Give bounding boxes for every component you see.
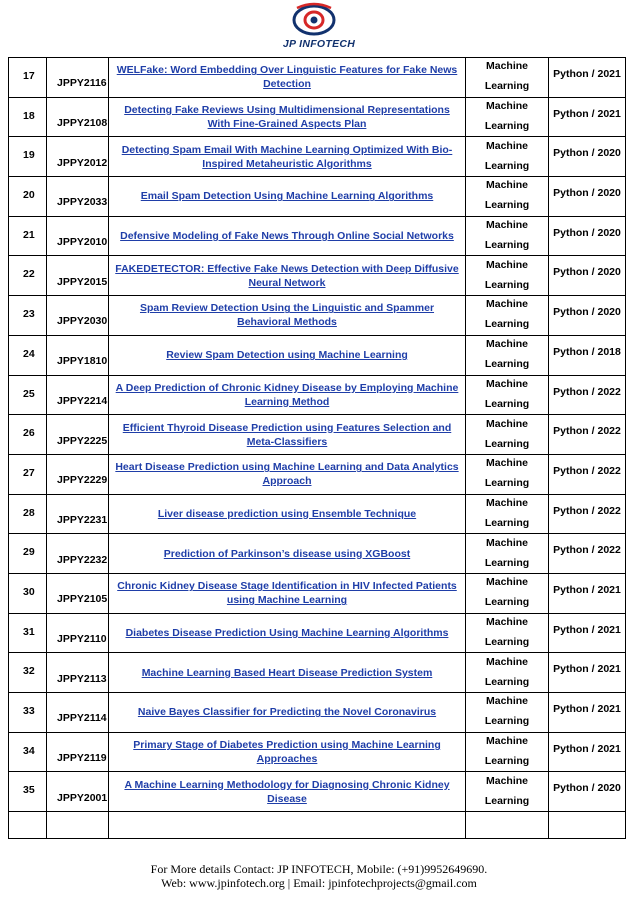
domain-line-2: Learning bbox=[484, 199, 530, 212]
project-title-cell bbox=[109, 256, 466, 296]
company-logo bbox=[0, 0, 638, 56]
domain-cell bbox=[466, 454, 549, 494]
table-row bbox=[9, 97, 626, 137]
project-title-cell bbox=[109, 613, 466, 653]
language-year: Python / 2020 bbox=[549, 216, 626, 256]
domain-cell bbox=[466, 216, 549, 256]
domain-line-1: Machine bbox=[485, 258, 528, 271]
projects-table bbox=[8, 57, 626, 839]
row-number: 17 bbox=[9, 58, 47, 98]
table-row bbox=[9, 216, 626, 256]
row-number: 35 bbox=[9, 772, 47, 812]
table-row bbox=[9, 58, 626, 98]
language-year: Python / 2021 bbox=[549, 573, 626, 613]
domain-line-1: Machine bbox=[485, 695, 528, 708]
domain-line-2: Learning bbox=[484, 556, 530, 569]
project-title-link[interactable]: Machine Learning Based Heart Disease Prediction System bbox=[141, 666, 433, 679]
project-title-cell bbox=[109, 137, 466, 177]
project-code: JPPY2001 bbox=[47, 772, 109, 812]
project-title-cell bbox=[109, 454, 466, 494]
row-number: 18 bbox=[9, 97, 47, 137]
domain-line-1: Machine bbox=[485, 377, 528, 390]
project-title-cell bbox=[109, 415, 466, 455]
table-row bbox=[9, 296, 626, 336]
language-year: Python / 2020 bbox=[549, 296, 626, 336]
language-year: Python / 2021 bbox=[549, 653, 626, 693]
project-title-link[interactable]: A Deep Prediction of Chronic Kidney Disease by Employing Machine Learning Method bbox=[115, 381, 459, 408]
domain-line-2: Learning bbox=[484, 635, 530, 648]
empty-cell bbox=[466, 812, 549, 839]
project-title-cell bbox=[109, 335, 466, 375]
row-number: 33 bbox=[9, 693, 47, 733]
row-number: 26 bbox=[9, 415, 47, 455]
domain-line-2: Learning bbox=[484, 755, 530, 768]
domain-line-2: Learning bbox=[484, 80, 530, 93]
domain-line-2: Learning bbox=[484, 358, 530, 371]
domain-cell bbox=[466, 375, 549, 415]
domain-cell bbox=[466, 177, 549, 217]
domain-cell bbox=[466, 693, 549, 733]
project-title-link[interactable]: Primary Stage of Diabetes Prediction using Machine Learning Approaches bbox=[133, 739, 441, 766]
project-title-link[interactable]: Heart Disease Prediction using Machine Learning and Data Analytics Approach bbox=[115, 461, 459, 488]
domain-cell bbox=[466, 335, 549, 375]
project-code: JPPY2015 bbox=[47, 256, 109, 296]
project-code: JPPY2116 bbox=[47, 58, 109, 98]
domain-cell bbox=[466, 613, 549, 653]
domain-line-2: Learning bbox=[484, 596, 530, 609]
domain-cell bbox=[466, 137, 549, 177]
domain-line-1: Machine bbox=[485, 496, 528, 509]
project-title-cell bbox=[109, 653, 466, 693]
domain-cell bbox=[466, 58, 549, 98]
language-year: Python / 2020 bbox=[549, 256, 626, 296]
language-year: Python / 2022 bbox=[549, 454, 626, 494]
project-title-link[interactable]: Efficient Thyroid Disease Prediction using Features Selection and Meta-Classifiers bbox=[122, 421, 452, 448]
row-number: 20 bbox=[9, 177, 47, 217]
project-title-cell bbox=[109, 732, 466, 772]
jp-infotech-logo-icon bbox=[289, 2, 339, 38]
language-year: Python / 2021 bbox=[549, 613, 626, 653]
project-code: JPPY2229 bbox=[47, 454, 109, 494]
footer bbox=[0, 862, 638, 890]
domain-line-1: Machine bbox=[485, 457, 528, 470]
row-number: 21 bbox=[9, 216, 47, 256]
domain-line-1: Machine bbox=[485, 179, 528, 192]
domain-line-1: Machine bbox=[485, 735, 528, 748]
domain-line-2: Learning bbox=[484, 278, 530, 291]
domain-line-1: Machine bbox=[485, 576, 528, 589]
project-title-link[interactable]: Diabetes Disease Prediction Using Machine Learning Algorithms bbox=[125, 626, 449, 639]
row-number: 23 bbox=[9, 296, 47, 336]
domain-line-2: Learning bbox=[484, 715, 530, 728]
project-code: JPPY2114 bbox=[47, 693, 109, 733]
row-number: 22 bbox=[9, 256, 47, 296]
domain-line-2: Learning bbox=[484, 437, 530, 450]
table-row bbox=[9, 454, 626, 494]
project-code: JPPY2225 bbox=[47, 415, 109, 455]
domain-line-1: Machine bbox=[485, 338, 528, 351]
table-row bbox=[9, 415, 626, 455]
row-number: 27 bbox=[9, 454, 47, 494]
domain-line-2: Learning bbox=[484, 675, 530, 688]
table-row bbox=[9, 256, 626, 296]
project-title-cell bbox=[109, 534, 466, 574]
domain-line-1: Machine bbox=[485, 298, 528, 311]
project-title-link[interactable]: Naive Bayes Classifier for Predicting the Novel Coronavirus bbox=[137, 706, 437, 719]
project-code: JPPY2119 bbox=[47, 732, 109, 772]
project-code: JPPY2010 bbox=[47, 216, 109, 256]
project-title-cell bbox=[109, 772, 466, 812]
domain-cell bbox=[466, 296, 549, 336]
project-code: JPPY2232 bbox=[47, 534, 109, 574]
table-row bbox=[9, 137, 626, 177]
row-number: 34 bbox=[9, 732, 47, 772]
domain-line-2: Learning bbox=[484, 477, 530, 490]
row-number: 25 bbox=[9, 375, 47, 415]
table-row bbox=[9, 375, 626, 415]
project-code: JPPY2030 bbox=[47, 296, 109, 336]
project-title-cell bbox=[109, 177, 466, 217]
project-code: JPPY2110 bbox=[47, 613, 109, 653]
domain-cell bbox=[466, 573, 549, 613]
domain-line-1: Machine bbox=[485, 536, 528, 549]
domain-line-1: Machine bbox=[485, 100, 528, 113]
project-code: JPPY1810 bbox=[47, 335, 109, 375]
empty-cell bbox=[9, 812, 47, 839]
project-code: JPPY2231 bbox=[47, 494, 109, 534]
empty-cell bbox=[47, 812, 109, 839]
language-year: Python / 2022 bbox=[549, 534, 626, 574]
project-code: JPPY2033 bbox=[47, 177, 109, 217]
empty-cell bbox=[549, 812, 626, 839]
language-year: Python / 2021 bbox=[549, 58, 626, 98]
domain-line-2: Learning bbox=[484, 516, 530, 529]
domain-line-2: Learning bbox=[484, 397, 530, 410]
project-title-cell bbox=[109, 216, 466, 256]
project-title-cell bbox=[109, 375, 466, 415]
row-number: 29 bbox=[9, 534, 47, 574]
project-code: JPPY2214 bbox=[47, 375, 109, 415]
domain-cell bbox=[466, 534, 549, 574]
table-row bbox=[9, 335, 626, 375]
row-number: 28 bbox=[9, 494, 47, 534]
domain-cell bbox=[466, 653, 549, 693]
empty-cell bbox=[109, 812, 466, 839]
domain-line-1: Machine bbox=[485, 774, 528, 787]
project-title-cell bbox=[109, 58, 466, 98]
table-row bbox=[9, 494, 626, 534]
footer-contact: For More details Contact: JP INFOTECH, Mobile: (+91)9952649690. bbox=[150, 862, 488, 876]
domain-line-1: Machine bbox=[485, 60, 528, 73]
language-year: Python / 2021 bbox=[549, 693, 626, 733]
domain-cell bbox=[466, 732, 549, 772]
language-year: Python / 2022 bbox=[549, 415, 626, 455]
project-title-link[interactable]: Detecting Fake Reviews Using Multidimensional Representations With Fine-Grained Aspects Plan bbox=[124, 104, 450, 131]
table-row bbox=[9, 573, 626, 613]
language-year: Python / 2020 bbox=[549, 177, 626, 217]
project-code: JPPY2113 bbox=[47, 653, 109, 693]
language-year: Python / 2021 bbox=[549, 97, 626, 137]
row-number: 32 bbox=[9, 653, 47, 693]
project-title-link[interactable]: WELFake: Word Embedding Over Linguistic Features for Fake News Detection bbox=[116, 64, 458, 91]
domain-cell bbox=[466, 415, 549, 455]
project-code: JPPY2108 bbox=[47, 97, 109, 137]
language-year: Python / 2018 bbox=[549, 335, 626, 375]
empty-table-row bbox=[9, 812, 626, 839]
footer-web-email: Web: www.jpinfotech.org | Email: jpinfotechprojects@gmail.com bbox=[161, 876, 477, 890]
project-code: JPPY2012 bbox=[47, 137, 109, 177]
domain-line-2: Learning bbox=[484, 318, 530, 331]
project-title-cell bbox=[109, 494, 466, 534]
domain-line-2: Learning bbox=[484, 159, 530, 172]
domain-line-1: Machine bbox=[485, 615, 528, 628]
project-title-cell bbox=[109, 296, 466, 336]
project-title-link[interactable]: Chronic Kidney Disease Stage Identification in HIV Infected Patients using Machine Learning bbox=[117, 580, 457, 607]
domain-line-1: Machine bbox=[485, 139, 528, 152]
domain-cell bbox=[466, 772, 549, 812]
project-title-link[interactable]: Prediction of Parkinson’s disease using XGBoost bbox=[163, 547, 411, 560]
project-title-link[interactable]: Detecting Spam Email With Machine Learning Optimized With Bio-Inspired Metaheuristic Algorithms bbox=[121, 143, 453, 170]
project-title-link[interactable]: Spam Review Detection Using the Linguistic and Spammer Behavioral Methods bbox=[139, 302, 435, 329]
table-row bbox=[9, 693, 626, 733]
project-title-cell bbox=[109, 97, 466, 137]
language-year: Python / 2021 bbox=[549, 732, 626, 772]
project-title-cell bbox=[109, 573, 466, 613]
domain-cell bbox=[466, 97, 549, 137]
domain-cell bbox=[466, 494, 549, 534]
project-title-link[interactable]: Email Spam Detection Using Machine Learning Algorithms bbox=[140, 190, 434, 203]
table-row bbox=[9, 177, 626, 217]
table-row bbox=[9, 534, 626, 574]
domain-line-2: Learning bbox=[484, 239, 530, 252]
language-year: Python / 2022 bbox=[549, 494, 626, 534]
project-title-cell bbox=[109, 693, 466, 733]
project-title-link[interactable]: A Machine Learning Methodology for Diagnosing Chronic Kidney Disease bbox=[124, 778, 450, 805]
language-year: Python / 2022 bbox=[549, 375, 626, 415]
language-year: Python / 2020 bbox=[549, 137, 626, 177]
row-number: 31 bbox=[9, 613, 47, 653]
domain-line-2: Learning bbox=[484, 120, 530, 133]
domain-line-1: Machine bbox=[485, 655, 528, 668]
projects-table-body bbox=[9, 58, 626, 839]
logo-text: JP INFOTECH bbox=[282, 38, 356, 50]
row-number: 30 bbox=[9, 573, 47, 613]
table-row bbox=[9, 772, 626, 812]
project-title-link[interactable]: FAKEDETECTOR: Effective Fake News Detection with Deep Diffusive Neural Network bbox=[115, 262, 459, 289]
project-title-link[interactable]: Liver disease prediction using Ensemble Technique bbox=[157, 507, 417, 520]
project-title-link[interactable]: Review Spam Detection using Machine Learning bbox=[166, 349, 408, 362]
domain-line-1: Machine bbox=[485, 219, 528, 232]
language-year: Python / 2020 bbox=[549, 772, 626, 812]
domain-line-1: Machine bbox=[485, 417, 528, 430]
row-number: 24 bbox=[9, 335, 47, 375]
domain-cell bbox=[466, 256, 549, 296]
project-code: JPPY2105 bbox=[47, 573, 109, 613]
table-row bbox=[9, 613, 626, 653]
table-row bbox=[9, 653, 626, 693]
table-row bbox=[9, 732, 626, 772]
row-number: 19 bbox=[9, 137, 47, 177]
domain-line-2: Learning bbox=[484, 794, 530, 807]
project-title-link[interactable]: Defensive Modeling of Fake News Through Online Social Networks bbox=[120, 230, 454, 243]
